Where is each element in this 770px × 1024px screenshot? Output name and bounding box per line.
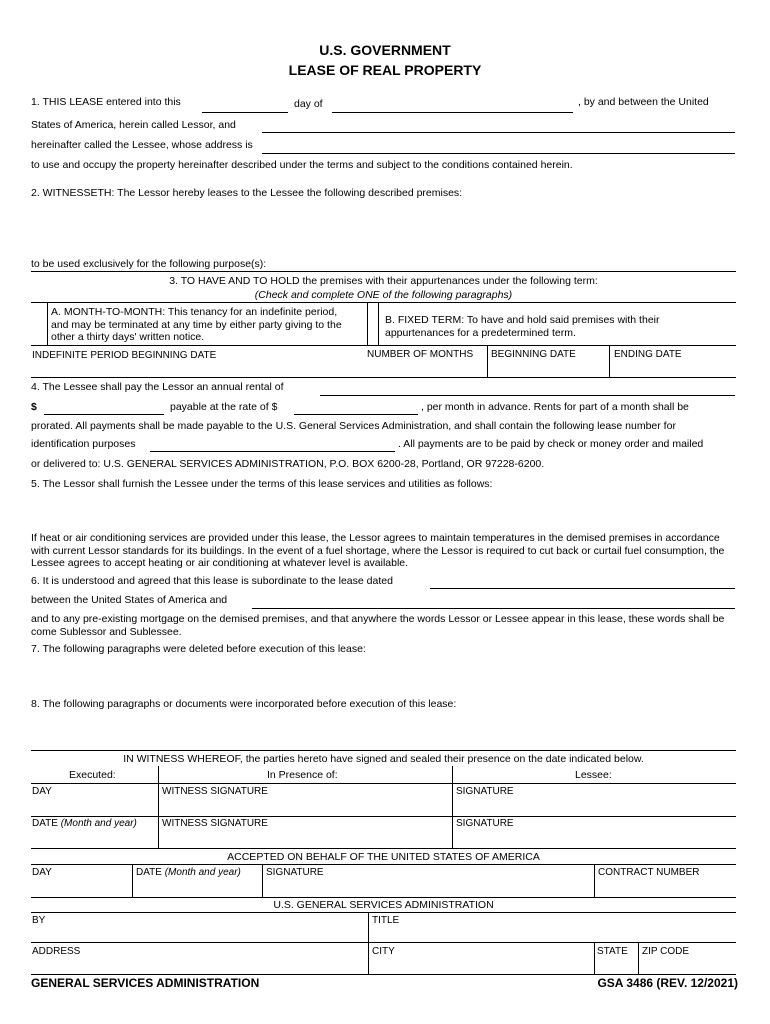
rental-amount-field[interactable] [44, 402, 160, 414]
witness-sig-label-2: WITNESS SIGNATURE [162, 818, 268, 829]
s7-deleted: 7. The following paragraphs were deleted before execution of this lease: [31, 643, 366, 655]
witness-heading: IN WITNESS WHEREOF, the parties hereto have signed and sealed their presence on the date indicated below. [123, 753, 644, 765]
lease-month-year-line [332, 112, 573, 113]
between-party-line [252, 608, 735, 609]
s1-lessee-address-label: hereinafter called the Lessee, whose address is [31, 139, 253, 151]
gsa-zip-label: ZIP CODE [642, 946, 690, 957]
witness-rule-2 [31, 783, 736, 784]
lessee-name-field[interactable] [262, 120, 732, 132]
s1-lease-entered: 1. THIS LEASE entered into this [31, 96, 181, 108]
ending-date-field[interactable] [614, 363, 732, 375]
s3-rule-2 [31, 302, 736, 303]
gsa-heading: U.S. GENERAL SERVICES ADMINISTRATION [273, 899, 494, 911]
s3-month-to-month-text: A. MONTH-TO-MONTH: This tenancy for an indefinite period, and may be terminated at any time by either party giving to the other a thirty days' written notice. [51, 306, 342, 344]
annual-rental-field[interactable] [320, 383, 732, 395]
witness-day-label: DAY [32, 786, 52, 797]
s3-beginning-label: BEGINNING DATE [491, 349, 576, 360]
s3-checkbox-a-left [47, 302, 48, 345]
annual-rental-line [320, 395, 735, 396]
accepted-col-2 [262, 864, 263, 897]
s3-col-div-2 [609, 345, 610, 377]
footer-form-number: GSA 3486 (REV. 12/2021) [597, 976, 738, 990]
gsa-col-3 [638, 942, 639, 974]
accepted-col-3 [594, 864, 595, 897]
accepted-day-label: DAY [32, 867, 52, 878]
gsa-by-label: BY [32, 915, 46, 926]
accepted-date-label [136, 867, 241, 879]
s5-services: 5. The Lessor shall furnish the Lessee under the terms of this lease services and utilities as follows: [31, 478, 493, 490]
s3-col-div-1 [487, 345, 488, 377]
lessee-sig-label-1: SIGNATURE [456, 786, 514, 797]
s3-fixed-term-text: B. FIXED TERM: To have and hold said premises with their appurtenances for a predetermined term. [385, 314, 660, 340]
s3-indefinite-label: INDEFINITE PERIOD BEGINNING DATE [32, 350, 217, 361]
s2-witnesseth: 2. WITNESSETH: The Lessor hereby leases to the Lessee the following described premises: [31, 187, 463, 199]
s4-delivered-to: or delivered to: U.S. GENERAL SERVICES ADMINISTRATION, P.O. BOX 6200-28, Portland, OR 97228-6200. [31, 458, 545, 470]
lessee-name-line [262, 132, 735, 133]
s3-rule-3 [31, 345, 736, 346]
lease-number-line [150, 451, 395, 452]
s3-top-rule [31, 271, 736, 272]
s3-subheading: (Check and complete ONE of the following paragraphs) [254, 289, 513, 301]
lessee-sig-label-2: SIGNATURE [456, 818, 514, 829]
s3-num-months-label: NUMBER OF MONTHS [367, 349, 474, 360]
s4-dollar: $ [31, 401, 37, 413]
indefinite-date-field[interactable] [40, 363, 360, 375]
beginning-date-field[interactable] [492, 363, 604, 375]
gsa-city-label: CITY [372, 946, 395, 957]
witness-date-italic: (Month and year) [60, 818, 137, 829]
lease-day-field[interactable] [202, 100, 286, 112]
checkbox-month-to-month[interactable] [33, 304, 45, 316]
lessee-address-field[interactable] [262, 141, 732, 153]
s6-subordinate: 6. It is understood and agreed that this lease is subordinate to the lease dated [31, 575, 393, 587]
witness-lessee: Lessee: [575, 769, 612, 781]
witness-presence: In Presence of: [267, 769, 338, 781]
accepted-col-1 [132, 864, 133, 897]
s1-day-of: day of [294, 98, 323, 110]
gsa-title-label: TITLE [372, 915, 400, 926]
gsa-rule-2 [31, 942, 736, 943]
witness-rule-3 [31, 816, 736, 817]
s8-incorporated: 8. The following paragraphs or documents were incorporated before execution of this lease: [31, 698, 457, 710]
form-title-line2: LEASE OF REAL PROPERTY [288, 62, 482, 78]
witness-col-1 [158, 766, 159, 849]
s4-identification: identification purposes [31, 438, 136, 450]
s3-heading: 3. TO HAVE AND TO HOLD the premises with their appurtenances under the following term: [169, 275, 598, 287]
witness-sig-label-1: WITNESS SIGNATURE [162, 786, 268, 797]
s5-heat-air: If heat or air conditioning services are provided under this lease, the Lessor agrees to maintain temperatures in the demised premises in accordance with current Lessor standards for its buildings. In the event of a fuel shortage, where the Lessor is required to cut back or curtail fuel consumption, the Lessee agrees to accept heating or air conditioning at whatever level is available. [31, 532, 725, 570]
accepted-bottom-rule [31, 897, 736, 898]
subordinate-lease-date-field[interactable] [430, 576, 732, 588]
witness-col-2 [452, 766, 453, 849]
s6-mortgage: and to any pre-existing mortgage on the demised premises, and that anywhere the words Lessor or Lessee appear in this lease, these words shall be come Sublessor and Sublessee. [31, 613, 725, 638]
rental-amount-line [44, 414, 164, 415]
monthly-rate-field[interactable] [294, 402, 414, 414]
subordinate-lease-date-line [430, 588, 735, 589]
witness-top-rule [31, 750, 736, 751]
monthly-rate-line [294, 414, 418, 415]
accepted-signature-label: SIGNATURE [266, 867, 324, 878]
s4-per-month: , per month in advance. Rents for part of a month shall be [421, 401, 689, 413]
accepted-heading: ACCEPTED ON BEHALF OF THE UNITED STATES OF AMERICA [227, 851, 540, 863]
gsa-rule-1 [31, 912, 736, 913]
lease-day-line [202, 112, 288, 113]
lease-number-field[interactable] [150, 439, 392, 451]
s3-ending-label: ENDING DATE [614, 349, 682, 360]
s3-divider [367, 302, 368, 345]
checkbox-fixed-term[interactable] [369, 304, 377, 316]
s2-purpose: to be used exclusively for the following purpose(s): [31, 258, 267, 270]
footer-agency: GENERAL SERVICES ADMINISTRATION [31, 976, 260, 990]
witness-bottom-rule [31, 848, 736, 849]
lease-month-year-field[interactable] [332, 100, 570, 112]
between-party-field[interactable] [252, 596, 732, 608]
s6-between: between the United States of America and [31, 594, 228, 606]
form-title-line1: U.S. GOVERNMENT [319, 42, 451, 58]
accepted-rule [31, 864, 736, 865]
s3-checkbox-b-left [378, 302, 379, 345]
s1-by-and-between: , by and between the United [578, 96, 709, 108]
lessee-address-line [262, 153, 735, 154]
s4-annual-rental: 4. The Lessee shall pay the Lessor an annual rental of [31, 381, 284, 393]
witness-date-word: DATE [32, 818, 58, 829]
accepted-date-word: DATE [136, 867, 162, 878]
gsa-col-2 [594, 942, 595, 974]
gsa-address-label: ADDRESS [32, 946, 81, 957]
gsa-bottom-rule [31, 974, 736, 975]
s4-prorated: prorated. All payments shall be made payable to the U.S. General Services Administration, and shall contain the following lease number for [31, 420, 676, 432]
s1-use-occupy: to use and occupy the property hereinafter described under the terms and subject to the conditions contained herein. [31, 159, 573, 171]
gsa-state-label: STATE [597, 946, 628, 957]
s4-payable-rate: payable at the rate of $ [170, 401, 278, 413]
witness-date-label [32, 818, 137, 830]
s1-lessor-line: States of America, herein called Lessor, and [31, 119, 236, 131]
gsa-col-1 [368, 912, 369, 974]
num-months-field[interactable] [370, 363, 482, 375]
witness-executed: Executed: [69, 769, 116, 781]
accepted-date-italic: (Month and year) [164, 867, 241, 878]
s3-bottom-rule [31, 377, 736, 378]
s4-payments-mailed: . All payments are to be paid by check or money order and mailed [398, 438, 704, 450]
contract-number-label: CONTRACT NUMBER [598, 867, 700, 878]
